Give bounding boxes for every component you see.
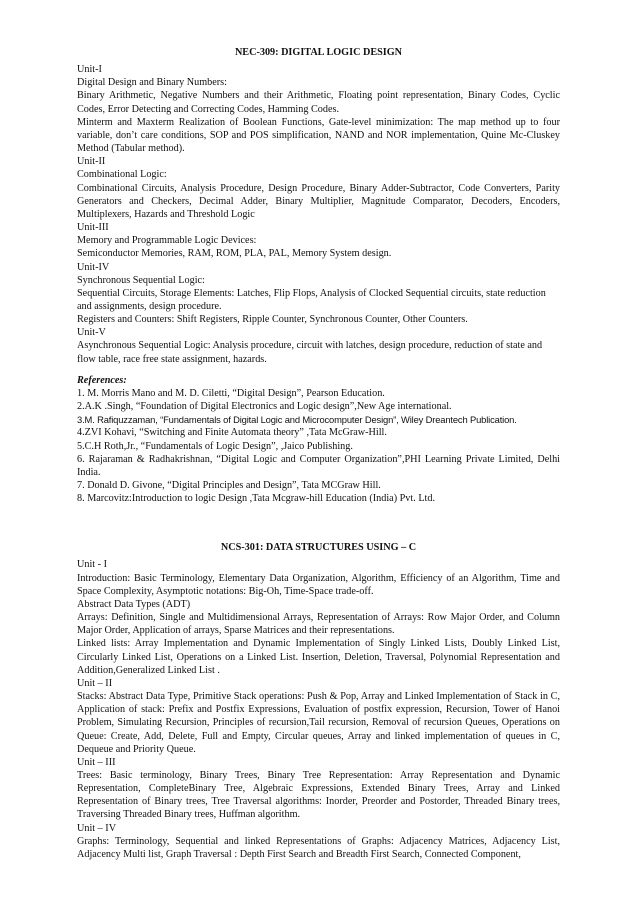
reference-item: 6. Rajaraman & Radhakrishnan, “Digital Logic and Computer Organization”,PHI Learning Private Limited, Delhi India. — [77, 453, 560, 478]
topic-text: Trees: Basic terminology, Binary Trees, Binary Tree Representation: Array Representation and Dynamic Representation, CompleteBinary Tree, Algebraic Expressions, Extended Binary Trees, Array and Linked Representation of Binary trees, Tree Traversal algorithms: Inorder, Preorder and Postorder, Threaded Binary trees, Traversing Threaded Binary trees, Huffman algorithm. — [77, 769, 560, 821]
references-heading: References: — [77, 374, 127, 386]
unit-heading: Unit-III — [77, 222, 109, 234]
reference-item: 7. Donald D. Givone, “Digital Principles and Design”, Tata MCGraw Hill. — [77, 480, 381, 491]
references-list — [77, 387, 560, 505]
topic-text: Graphs: Terminology, Sequential and linked Representations of Graphs: Adjacency Matrices, Adjacency List, Adjacency Multi list, Graph Traversal : Depth First Search and Breadth First Search, Connected Component, — [77, 835, 560, 860]
topic-heading: Synchronous Sequential Logic: — [77, 274, 205, 286]
unit-heading: Unit-V — [77, 327, 106, 339]
topic-text: Semiconductor Memories, RAM, ROM, PLA, PAL, Memory System design. — [77, 248, 392, 260]
unit-heading: Unit – III — [77, 756, 116, 768]
section-title: NEC-309: DIGITAL LOGIC DESIGN — [234, 47, 403, 58]
reference-item: 3.M. Rafiquzzaman, “Fundamentals of Digital Logic and Microcomputer Design”, Wiley Dreantech Publication. — [77, 414, 517, 426]
ncs301-section — [77, 541, 560, 861]
topic-text: Stacks: Abstract Data Type, Primitive Stack operations: Push & Pop, Array and Linked Implementation of Stack in C, Application of stack: Prefix and Postfix Expressions, Evaluation of postfix expression, Recursion, Tower of Hanoi Problem, Simulating Recursion, Principles of recursion,Tail recursion, Removal of recursion Queues, Operations on Queue: Create, Add, Delete, Full and Empty, Circular queues, Array and linked implementation of queues in C, Dequeue and Priority Queue. — [77, 691, 560, 755]
topic-text: Introduction: Basic Terminology, Elementary Data Organization, Algorithm, Efficiency of an Algorithm, Time and Space Complexity, Asymptotic notations: Big-Oh, Time-Space trade-off. — [77, 572, 560, 597]
unit-heading: Unit-II — [77, 156, 106, 168]
syllabus-page — [77, 46, 560, 861]
topic-text: Asynchronous Sequential Logic: Analysis procedure, circuit with latches, design procedure, reduction of state and flow table, race free state assignment, hazards. — [77, 340, 543, 365]
reference-item: 1. M. Morris Mano and M. D. Ciletti, “Digital Design”, Pearson Education. — [77, 387, 385, 399]
topic-heading: Digital Design and Binary Numbers: — [77, 77, 227, 89]
unit-heading: Unit – II — [77, 677, 113, 689]
unit-heading: Unit – IV — [77, 822, 117, 834]
topic-heading: Abstract Data Types (ADT) — [77, 598, 191, 610]
topic-text: Minterm and Maxterm Realization of Boolean Functions, Gate-level minimization: The map method up to four variable, don’t care conditions, SOP and POS simplification, NAND and NOR implementation, Quine Mc-Cluskey Method (Tabular method). — [77, 116, 560, 155]
unit-heading: Unit-I — [77, 64, 102, 76]
topic-heading: Memory and Programmable Logic Devices: — [77, 235, 257, 247]
topic-text: Linked lists: Array Implementation and Dynamic Implementation of Singly Linked Lists, Doubly Linked List, Circularly Linked List, Operations on a Linked List. Insertion, Deletion, Traversal, Polynomial Representation and Addition,Generalized Linked List . — [77, 638, 560, 676]
topic-text: Combinational Circuits, Analysis Procedure, Design Procedure, Binary Adder-Subtractor, Code Converters, Parity Generators and Checkers, Decimal Adder, Binary Multiplier, Magnitude Comparator, Decoders, Encoders, Multiplexers, Hazards and Threshold Logic — [77, 182, 560, 220]
unit-heading: Unit - I — [77, 559, 107, 571]
reference-item: 2.A.K .Singh, “Foundation of Digital Electronics and Logic design”,New Age international. — [77, 401, 452, 413]
topic-text: Sequential Circuits, Storage Elements: Latches, Flip Flops, Analysis of Clocked Sequential circuits, state reduction and assignments, design procedure. — [77, 287, 546, 312]
topic-heading: Combinational Logic: — [77, 169, 167, 181]
nec309-section — [77, 46, 560, 505]
reference-item: 4.ZVI Kohavi, “Switching and Finite Automata theory” ,Tata McGraw-Hill. — [77, 427, 387, 439]
reference-item: 5.C.H Roth,Jr., “Fundamentals of Logic Design”, ,Jaico Publishing. — [77, 440, 353, 452]
topic-text: Arrays: Definition, Single and Multidimensional Arrays, Representation of Arrays: Row Major Order, and Column Major Order, Application of arrays, Sparse Matrices and their representations. — [77, 612, 560, 637]
reference-item: 8. Marcovitz:Introduction to logic Design ,Tata Mcgraw-hill Education (India) Pvt. Ltd. — [77, 493, 436, 505]
unit-heading: Unit-IV — [77, 261, 110, 273]
topic-text: Binary Arithmetic, Negative Numbers and their Arithmetic, Floating point representation, Binary Codes, Cyclic Codes, Error Detecting and Correcting Codes, Hamming Codes. — [77, 90, 560, 115]
topic-text: Registers and Counters: Shift Registers, Ripple Counter, Synchronous Counter, Other Counters. — [77, 314, 468, 326]
section-title: NCS-301: DATA STRUCTURES USING – C — [220, 542, 417, 554]
